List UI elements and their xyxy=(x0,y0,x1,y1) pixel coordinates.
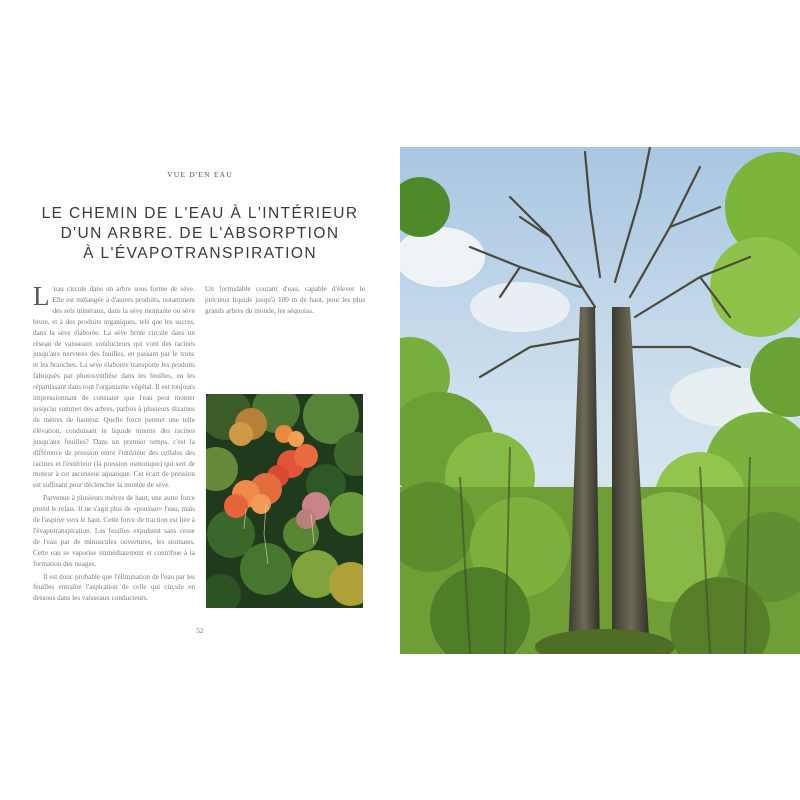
body-column-right: Un formidable courant d'eau, capable d'élever le précieux liquide jusqu'à 100 m de haut, pour les plus grands arbres du monde, les séquoias. xyxy=(205,285,365,315)
body-column-left xyxy=(33,281,195,606)
body-paragraph xyxy=(33,281,195,491)
body-paragraph-text: 'eau circule dans un arbre sous forme de sève. Elle est mélangée à d'autres produits, notamment des sels minéraux, dans la sève montante ou sève brute, et à des produits organiques, tels que les sucres, dans la sève élaborée. La sève brute circule dans un réseau de vaisseaux conducteurs qui vont des racines jusqu'aux nervures des feuilles, en passant par le tronc et les branches. La sève élaborée transporte les produits fabriqués par photosynthèse dans les feuilles, en les répartissant dans tout l'organisme végétal. Il est toujours impressionnant de constater que l'eau peut monter jusqu'au sommet des arbres, parfois à plusieurs dizaines de mètres de hauteur. Quelle force permet une telle élévation, conduisant le liquide interne des racines jusqu'aux feuilles? Dans un premier temps, c'est la différence de pression entre l'intérieur des cellules des racines et l'extérieur (la pression osmotique) qui sert de moteur à cet ascenseur aquatique. Cet écart de pression est suffisant pour déclencher la montée de sève. xyxy=(33,285,195,490)
body-paragraph: Parvenue à plusieurs mètres de haut, une autre force prend le relais. Il ne s'agit plus de «pousser» l'eau, mais de l'aspirer vers le haut. Cette force de traction est liée à l'évapotranspiration. Les feuilles expulsent sans cesse de l'eau par de minuscules ouvertures, les stomates. Cette eau se vaporise immédiatement et contribue à la formation des nuages. xyxy=(33,494,195,568)
oak-tree-photo xyxy=(400,147,800,654)
section-kicker: VUE D'EN EAU xyxy=(167,170,233,179)
page-number: 52 xyxy=(196,626,204,635)
body-paragraph: Il est donc probable que l'élimination de l'eau par les feuilles entraîne l'aspiration de celle qui circule en dessous dans les vaisseaux conducteurs. xyxy=(33,572,195,603)
drop-cap: L xyxy=(33,281,50,311)
aerial-forest-photo xyxy=(206,394,363,608)
aerial-forest-image xyxy=(206,394,363,608)
title-line: À L'ÉVAPOTRANSPIRATION xyxy=(83,245,317,262)
chapter-title xyxy=(30,204,370,264)
oak-tree-image xyxy=(400,147,800,654)
title-line: D'UN ARBRE. DE L'ABSORPTION xyxy=(60,225,340,242)
title-line: LE CHEMIN DE L'EAU À L'INTÉRIEUR xyxy=(41,205,359,222)
